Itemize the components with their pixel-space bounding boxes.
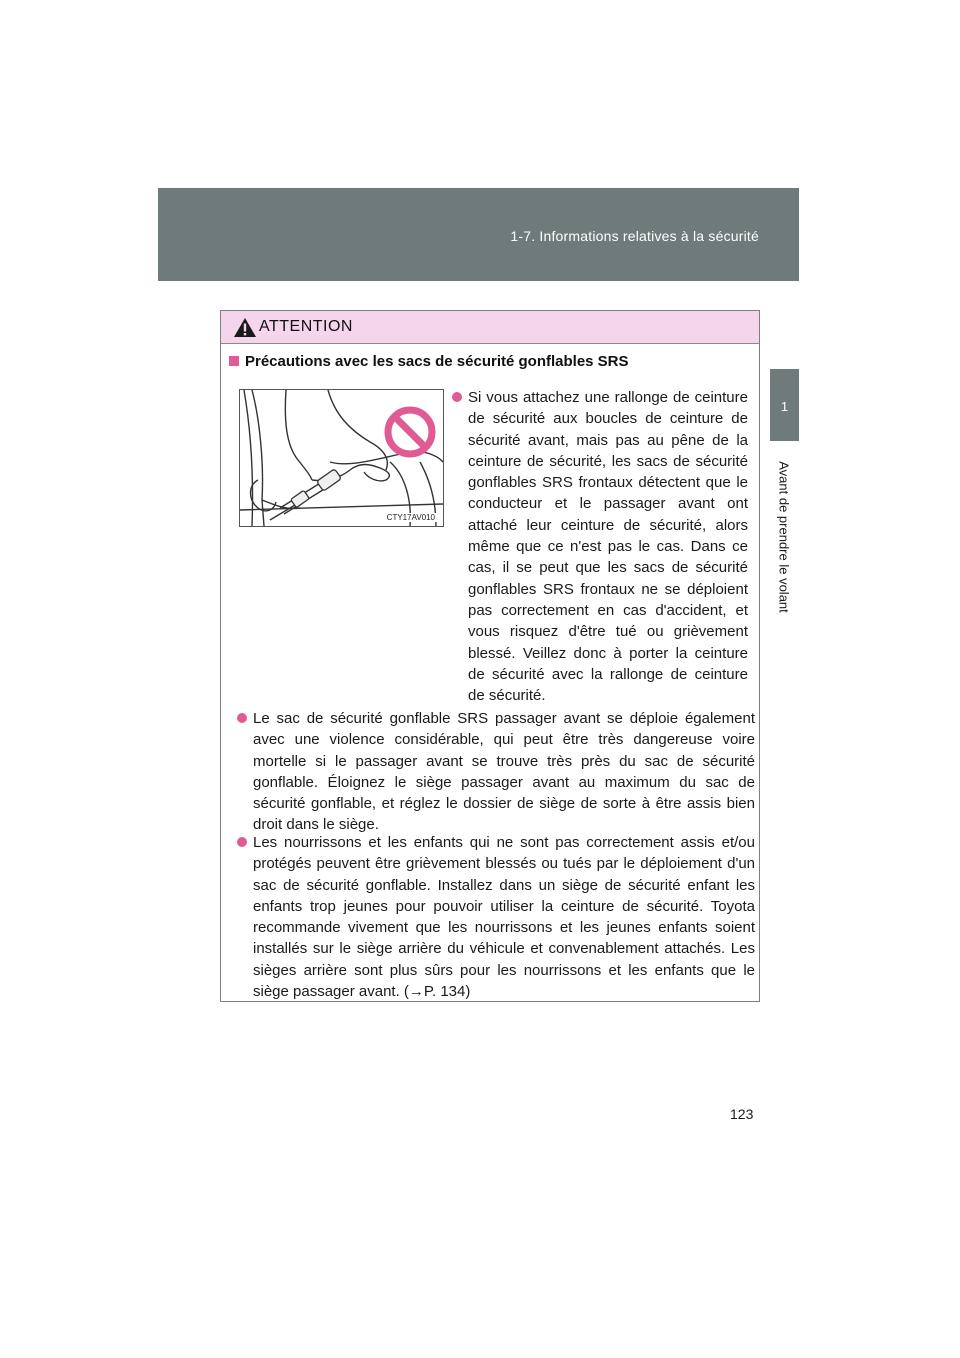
figure-code: CTY17AV010 — [386, 513, 435, 522]
warning-triangle-icon — [233, 317, 257, 338]
bullet-icon — [237, 713, 247, 723]
bullet-text: Si vous attachez une rallonge de ceinture de sécurité aux boucles de ceinture de sécurité avant, mais pas au pêne de la ceinture de sécurité, les sacs de sécurité gonflables SRS frontaux détectent que le conducteur et le passager avant ont attaché leur ceinture de sécurité, alors même que ce n'est pas le cas. Dans ce cas, il se peut que les sacs de sécurité gonflables SRS frontaux ne se déploient pas correctement en cas d'accident, et vous risquez d'être tué ou grièvement blessé. Veillez donc à porter la ceinture de sécurité avec la rallonge de ceinture de sécurité. — [468, 389, 748, 705]
section-header-title: 1-7. Informations relatives à la sécurité — [510, 228, 759, 244]
attention-box — [220, 310, 760, 1002]
chapter-label — [772, 448, 796, 626]
list-item — [253, 708, 755, 836]
list-item — [468, 387, 748, 706]
bullet-icon — [237, 837, 247, 847]
header-band — [158, 188, 799, 281]
bullet-text: Le sac de sécurité gonflable SRS passager avant se déploie également avec une violence considérable, qui peut être très dangereuse voire mortelle si le passager avant se trouve très près du sac de sécurité gonflable. Éloignez le siège passager avant au maximum du sac de sécurité gonflable, et réglez le dossier de siège de sorte à être assis bien droit dans le siège. — [253, 710, 755, 834]
attention-header — [221, 311, 759, 344]
seatbelt-drawing — [240, 390, 443, 526]
section-title-text: Précautions avec les sacs de sécurité gonflables SRS — [245, 353, 629, 370]
section-title — [229, 353, 629, 370]
square-bullet-icon — [229, 356, 239, 366]
list-item — [253, 832, 755, 1002]
prohibition-icon — [388, 410, 432, 454]
bullet-text: Les nourrissons et les enfants qui ne sont pas correctement assis et/ou protégés peuvent être grièvement blessés ou tués par le déploiement d'un sac de sécurité gonflable. Installez dans un siège de sécurité enfant les enfants trop jeunes pour pouvoir utiliser la ceinture de sécurité. Toyota recommande vivement que les nourrissons et les jeunes enfants soient installés sur le siège arrière du véhicule et convenablement attachés. Les sièges arrière sont plus sûrs pour les nourrissons et les enfants que le siège passager avant. (→P. 134) — [253, 834, 755, 1001]
bullet-icon — [452, 392, 462, 402]
chapter-number: 1 — [780, 399, 789, 414]
seatbelt-illustration — [239, 389, 444, 527]
attention-label: ATTENTION — [259, 318, 353, 335]
chapter-label-text: Avant de prendre le volant — [776, 461, 792, 613]
page-number: 123 — [730, 1106, 754, 1122]
chapter-tab — [770, 369, 799, 441]
